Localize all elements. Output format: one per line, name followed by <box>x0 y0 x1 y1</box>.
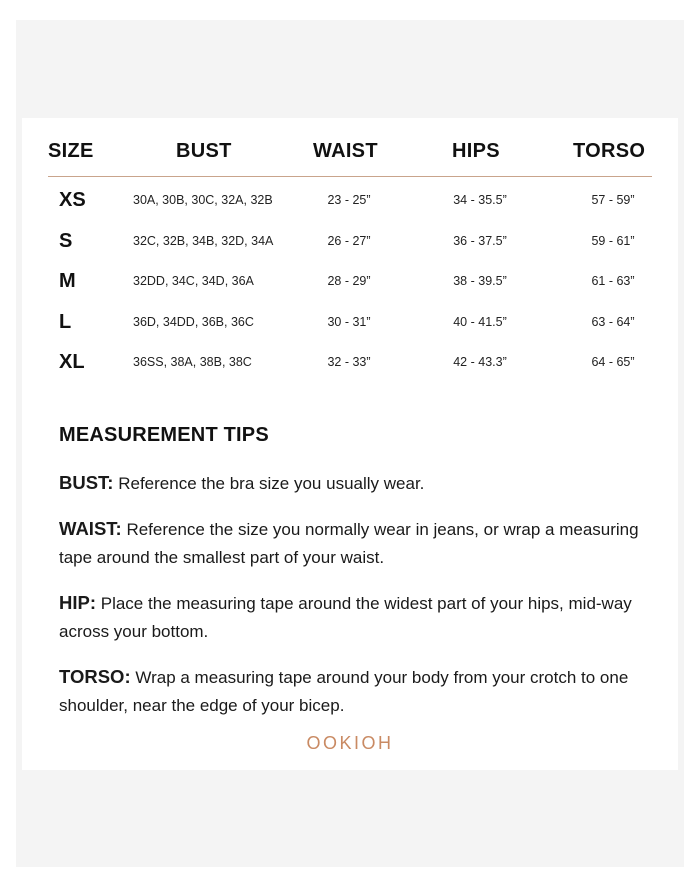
tip-text: Place the measuring tape around the widest part of your hips, mid-way across your bottom. <box>59 594 632 641</box>
table-row <box>0 189 700 213</box>
hips-cell: 40 - 41.5” <box>453 315 507 329</box>
waist-cell: 26 - 27” <box>327 234 371 248</box>
waist-cell: 28 - 29” <box>327 274 371 288</box>
tip-hip <box>59 589 659 646</box>
tip-bust <box>59 469 659 498</box>
size-cell: XS <box>59 189 86 211</box>
tip-text: Reference the size you normally wear in jeans, or wrap a measuring tape around the smallest part of your waist. <box>59 520 639 567</box>
tip-label: HIP: <box>59 592 96 613</box>
torso-cell: 61 - 63” <box>591 274 635 288</box>
hips-cell: 42 - 43.3” <box>453 355 507 369</box>
header-torso: TORSO <box>573 140 646 162</box>
hips-cell: 34 - 35.5” <box>453 193 507 207</box>
hips-cell: 36 - 37.5” <box>453 234 507 248</box>
size-cell: M <box>59 270 76 292</box>
header-waist: WAIST <box>313 140 378 162</box>
tip-torso <box>59 663 659 720</box>
bust-cell: 36SS, 38A, 38B, 38C <box>133 355 252 369</box>
size-cell: XL <box>59 351 85 373</box>
size-cell: S <box>59 230 73 252</box>
table-row <box>0 270 700 294</box>
header-size: SIZE <box>48 140 94 162</box>
header-divider <box>48 176 652 177</box>
torso-cell: 59 - 61” <box>591 234 635 248</box>
torso-cell: 64 - 65” <box>591 355 635 369</box>
bust-cell: 32DD, 34C, 34D, 36A <box>133 274 254 288</box>
tip-label: WAIST: <box>59 518 122 539</box>
waist-cell: 23 - 25” <box>327 193 371 207</box>
waist-cell: 30 - 31” <box>327 315 371 329</box>
header-bust: BUST <box>176 140 232 162</box>
tip-label: TORSO: <box>59 666 131 687</box>
tips-heading: MEASUREMENT TIPS <box>59 424 269 446</box>
table-row <box>0 351 700 375</box>
torso-cell: 57 - 59” <box>591 193 635 207</box>
table-row <box>0 311 700 335</box>
brand-logo: OOKIOH <box>306 733 394 753</box>
hips-cell: 38 - 39.5” <box>453 274 507 288</box>
header-hips: HIPS <box>452 140 500 162</box>
bust-cell: 32C, 32B, 34B, 32D, 34A <box>133 234 274 248</box>
tip-waist <box>59 515 659 572</box>
tip-text: Wrap a measuring tape around your body from your crotch to one shoulder, near the edge of your bicep. <box>59 668 629 715</box>
tip-text: Reference the bra size you usually wear. <box>118 474 425 493</box>
size-cell: L <box>59 311 72 333</box>
torso-cell: 63 - 64” <box>591 315 635 329</box>
tip-label: BUST: <box>59 472 114 493</box>
table-row <box>0 230 700 254</box>
waist-cell: 32 - 33” <box>327 355 371 369</box>
bust-cell: 30A, 30B, 30C, 32A, 32B <box>133 193 273 207</box>
bust-cell: 36D, 34DD, 36B, 36C <box>133 315 254 329</box>
